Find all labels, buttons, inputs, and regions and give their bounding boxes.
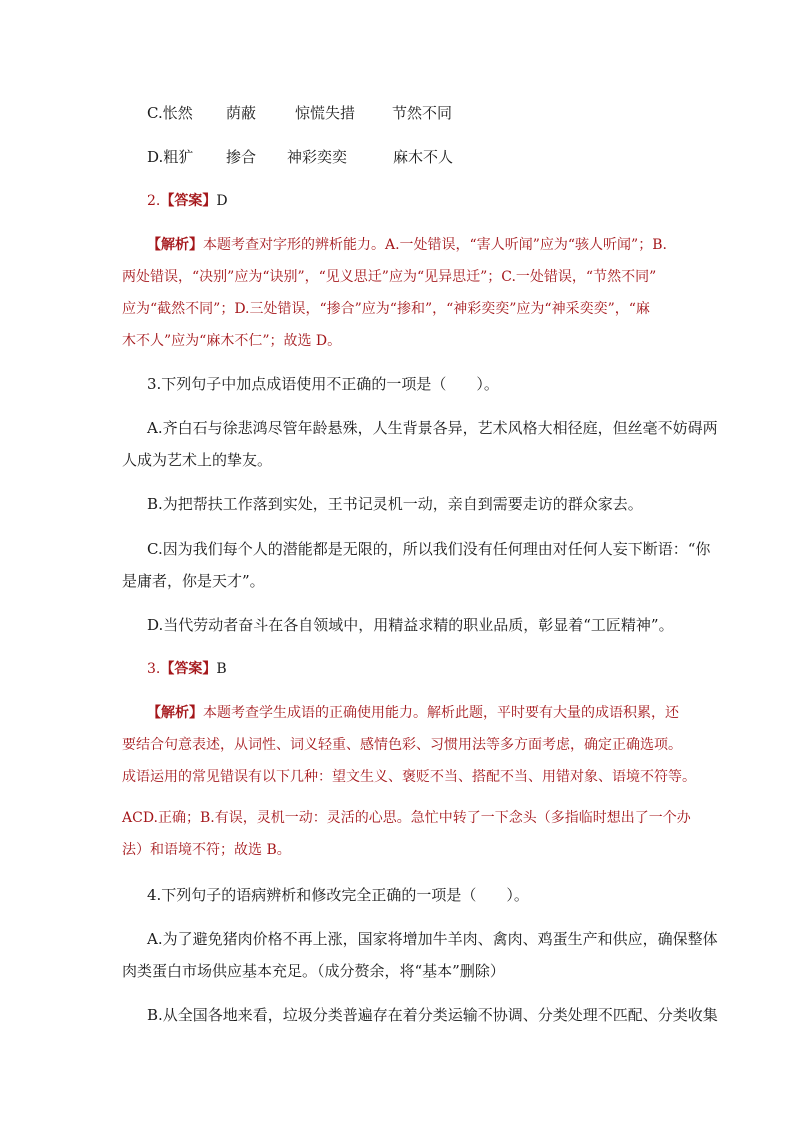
answer-letter: D bbox=[216, 193, 228, 209]
option-word: 怅然 bbox=[162, 104, 193, 122]
question-4-option-b: B.从全国各地来看，垃圾分类普遍存在着分类运输不协调、分类处理不匹配、分类收集 bbox=[147, 1006, 718, 1024]
option-word: 神彩奕奕 bbox=[287, 148, 348, 166]
analysis-text: 本题考查对字形的辨析能力。A.一处错误，“害人听闻”应为“骇人听闻”；B. bbox=[203, 237, 667, 253]
option-word: 麻木不人 bbox=[393, 148, 454, 166]
analysis-3-line-3: 成语运用的常见错误有以下几种：望文生义、褒贬不当、搭配不当、用错对象、语境不符等。 bbox=[122, 769, 696, 785]
question-4-stem: 4.下列句子的语病辨析和修改完全正确的一项是（ ）。 bbox=[147, 886, 529, 904]
answer-number: 2. bbox=[147, 193, 161, 209]
question-4-option-a-cont: 肉类蛋白市场供应基本充足。（成分赘余，将“基本”删除） bbox=[122, 962, 505, 980]
question-3-option-c-cont: 是庸者，你是天才”。 bbox=[122, 572, 265, 590]
answer-letter: B bbox=[216, 661, 227, 677]
answer-number: 3. bbox=[147, 661, 161, 677]
answer-2 bbox=[147, 191, 228, 211]
analysis-text: 本题考查学生成语的正确使用能力。解析此题，平时要有大量的成语积累，还 bbox=[203, 705, 679, 721]
analysis-3-line-2: 要结合句意表述，从词性、词义轻重、感情色彩、习惯用法等多方面考虑，确定正确选项。 bbox=[122, 737, 682, 753]
question-3-option-a-cont: 人成为艺术上的挚友。 bbox=[122, 451, 273, 469]
answer-tag: 【答案】 bbox=[160, 661, 217, 677]
option-c-row bbox=[147, 103, 193, 123]
question-3-option-c: C.因为我们每个人的潜能都是无限的，所以我们没有任何理由对任何人妄下断语：“你 bbox=[147, 540, 711, 558]
answer-3 bbox=[147, 659, 227, 679]
question-4-option-a: A.为了避免猪肉价格不再上涨，国家将增加牛羊肉、禽肉、鸡蛋生产和供应，确保整体 bbox=[147, 930, 718, 948]
analysis-2-line-2: 两处错误，“决别”应为“诀别”，“见义思迁”应为“见异思迁”；C.一处错误，“节然不同” bbox=[122, 269, 657, 285]
option-label: C. bbox=[147, 104, 163, 122]
analysis-3-line-1 bbox=[147, 703, 679, 723]
analysis-2-line-4: 木不人”应为“麻木不仁”；故选 D。 bbox=[122, 333, 342, 349]
question-3-option-b: B.为把帮扶工作落到实处，王书记灵机一动，亲自到需要走访的群众家去。 bbox=[147, 495, 643, 513]
question-3-option-d: D.当代劳动者奋斗在各自领域中，用精益求精的职业品质，彰显着“工匠精神”。 bbox=[147, 616, 674, 634]
option-word: 惊慌失措 bbox=[295, 104, 356, 122]
question-3-option-a: A.齐白石与徐悲鸿尽管年龄悬殊，人生背景各异，艺术风格大相径庭，但丝毫不妨碍两 bbox=[147, 419, 718, 437]
question-3-stem: 3.下列句子中加点成语使用不正确的一项是（ ）。 bbox=[147, 375, 499, 393]
analysis-3-line-4: ACD.正确；B.有误，灵机一动：灵活的心思。急忙中转了一下念头（多指临时想出了一个办 bbox=[122, 810, 691, 826]
option-word: 荫蔽 bbox=[226, 104, 257, 122]
option-word: 粗犷 bbox=[163, 148, 194, 166]
option-d-row bbox=[147, 147, 193, 167]
analysis-2-line-1 bbox=[147, 235, 667, 255]
option-word: 节然不同 bbox=[392, 104, 453, 122]
answer-tag: 【答案】 bbox=[160, 193, 217, 209]
analysis-tag: 【解析】 bbox=[147, 237, 203, 253]
analysis-2-line-3: 应为“截然不同”；D.三处错误，“掺合”应为“掺和”，“神彩奕奕”应为“神采奕奕”，“麻 bbox=[122, 301, 650, 317]
option-word: 掺合 bbox=[226, 148, 257, 166]
option-label: D. bbox=[147, 148, 164, 166]
analysis-3-line-5: 法）和语境不符；故选 B。 bbox=[122, 842, 291, 858]
analysis-tag: 【解析】 bbox=[147, 705, 203, 721]
